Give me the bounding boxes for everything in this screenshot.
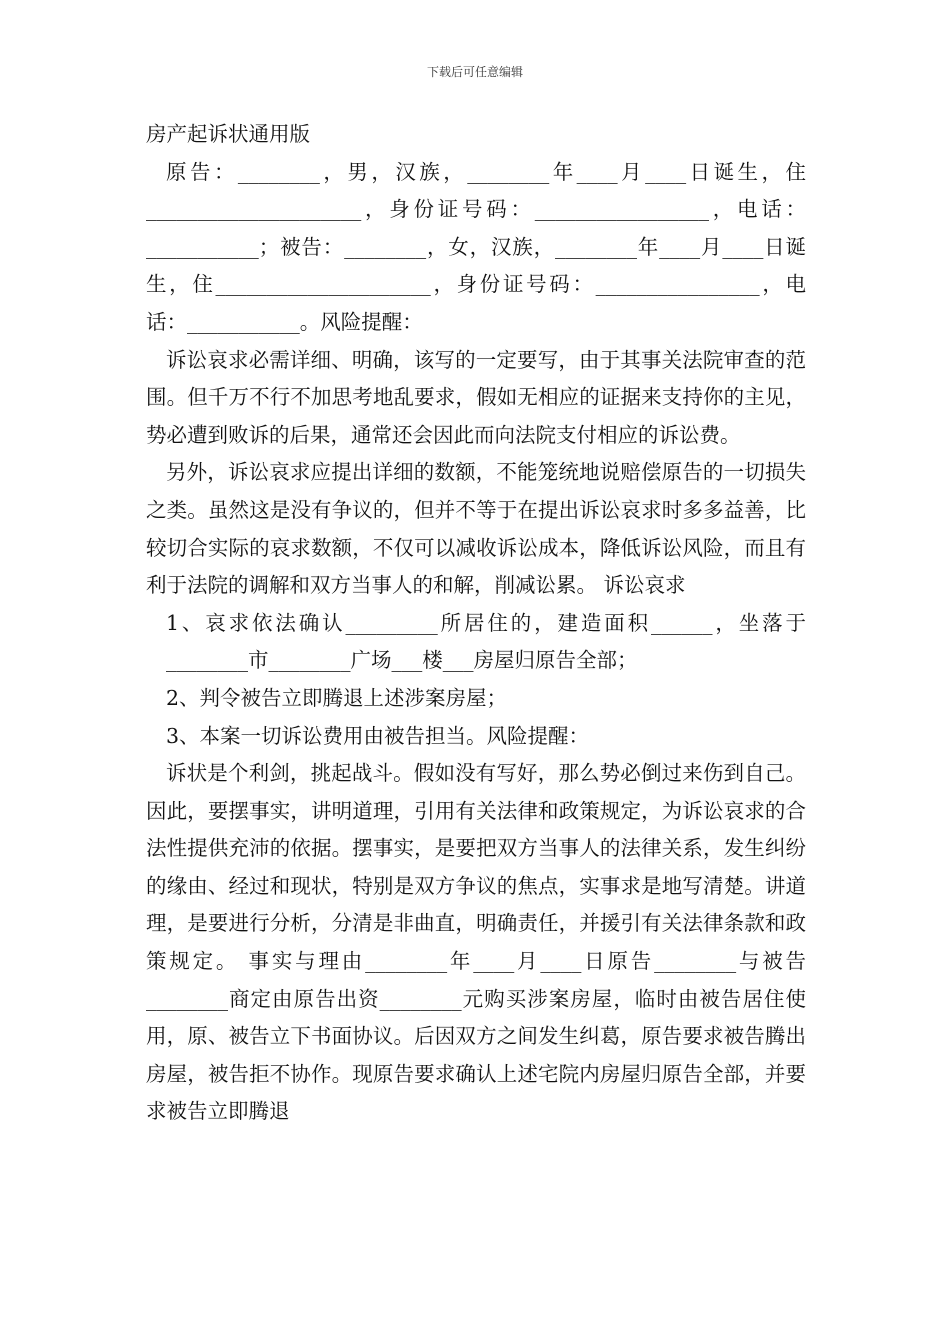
claim-item-2: 2、判令被告立即腾退上述涉案房屋； xyxy=(166,685,508,710)
document-title: 房产起诉状通用版 xyxy=(146,122,310,146)
paragraph-parties: 原告：________，男，汉族，________年____月____日诞生，住_____________________，身份证号码：_________________，电话：___________；被告：________，女，汉族，________年____月____日诞生，住_____________________，身份证号码：________________，电话：___________。风险提醒： xyxy=(146,159,806,334)
claim-item-1: 1、哀求依法确认_________所居住的，建造面积______，坐落于________市________广场___楼___房屋归原告全部； xyxy=(166,610,806,673)
paragraph-claims-note: 诉讼哀求必需详细、明确，该写的一定要写，由于其事关法院审查的范围。但千万不行不加思考地乱要求，假如无相应的证据来支持你的主见，势必遭到败诉的后果，通常还会因此而向法院支付相应的诉讼费。 xyxy=(146,347,806,447)
paragraph-claims-amount: 另外，诉讼哀求应提出详细的数额，不能笼统地说赔偿原告的一切损失之类。虽然这是没有争议的，但并不等于在提出诉讼哀求时多多益善，比较切合实际的哀求数额，不仅可以减收诉讼成本，降低诉讼风险，而且有利于法院的调解和双方当事人的和解，削减讼累。 诉讼哀求 xyxy=(146,460,806,598)
paragraph-facts-and-reasons: 诉状是个利剑，挑起战斗。假如没有写好，那么势必倒过来伤到自己。因此，要摆事实，讲明道理，引用有关法律和政策规定，为诉讼哀求的合法性提供充沛的依据。摆事实，是要把双方当事人的法律关系，发生纠纷的缘由、经过和现状，特别是双方争议的焦点，实事求是地写清楚。讲道理，是要进行分析，分清是非曲直，明确责任，并援引有关法律条款和政策规定。 事实与理由________年____月____日原告________与被告________商定由原告出资________元购买涉案房屋，临时由被告居住使用，原、被告立下书面协议。后因双方之间发生纠葛，原告要求被告腾出房屋，被告拒不协作。现原告要求确认上述宅院内房屋归原告全部，并要求被告立即腾退 xyxy=(146,761,806,1124)
claim-item-3: 3、本案一切诉讼费用由被告担当。风险提醒： xyxy=(166,723,590,748)
document-body xyxy=(146,116,806,1131)
page-header-caption: 下载后可任意编辑 xyxy=(426,65,523,79)
